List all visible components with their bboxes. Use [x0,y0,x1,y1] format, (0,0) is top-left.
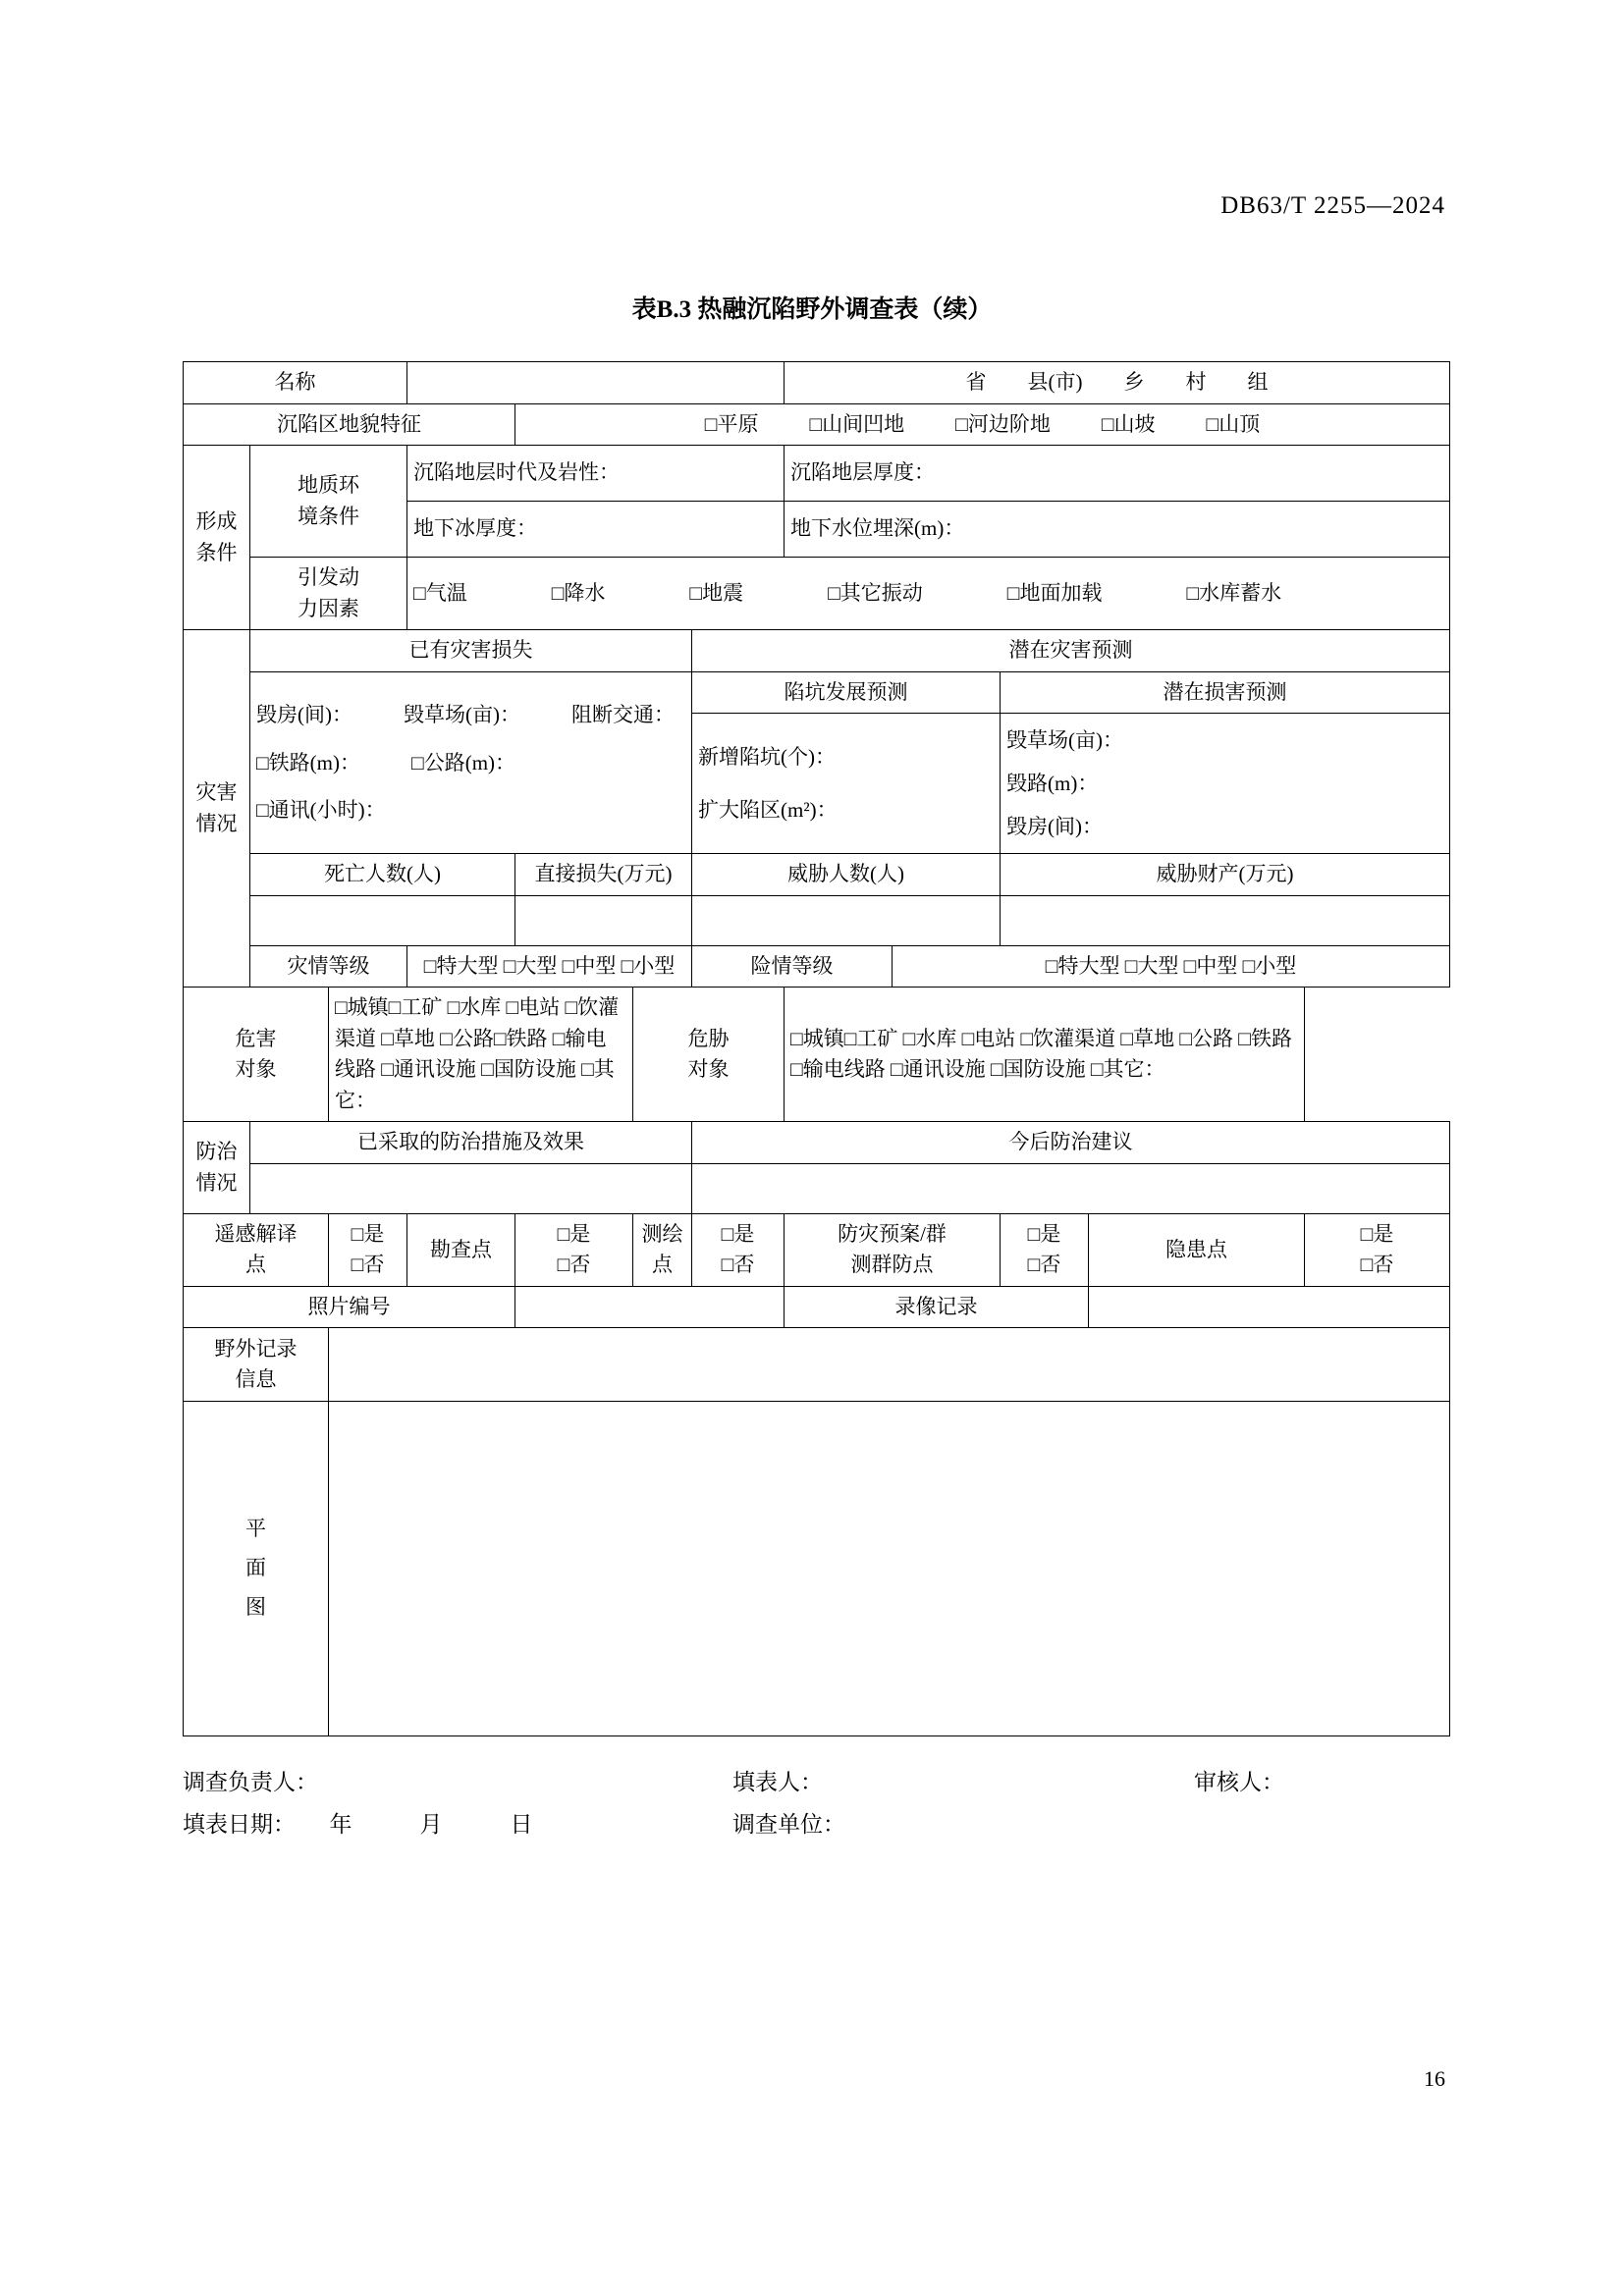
table-row-points [184,1213,1450,1286]
geo-env-label-line1: 地质环 [298,473,359,497]
potential-grassland-field[interactable]: 毁草场(亩)： [1006,728,1124,752]
traffic-blocked-field[interactable]: 阻断交通： [571,703,675,727]
threatened-people-value-input[interactable] [692,895,1001,945]
field-record-label-line2: 信息 [235,1367,277,1392]
table-row-prevention-headers [184,1122,1450,1164]
field-record-label [184,1328,329,1402]
threat-object-options[interactable]: □城镇□工矿 □水库 □电站 □饮灌渠道 □草地 □公路 □铁路 □输电线路 □通讯设施 □国防设施 □其它： [785,988,1305,1122]
disaster-grade-label: 灾情等级 [250,945,407,988]
prevention-suggestion-header: 今后防治建议 [692,1122,1450,1164]
emergency-plan-point-choice[interactable] [1001,1213,1089,1286]
expanded-area-field[interactable]: 扩大陷区(m²)： [698,798,838,823]
formation-label-line2: 条件 [195,540,238,564]
disaster-situation-label [184,630,250,988]
name-label: 名称 [184,362,407,404]
landform-option-valley[interactable]: □山间凹地 [809,411,905,436]
table-row-landform [184,403,1450,446]
disaster-label-line2: 情况 [195,811,238,835]
threat-object-label [633,988,785,1122]
landform-option-summit[interactable]: □山顶 [1206,411,1261,436]
deaths-header: 死亡人数(人) [250,854,515,896]
trigger-option-reservoir-storage[interactable]: □水库蓄水 [1186,580,1282,605]
harm-object-label [184,988,329,1122]
plan-label-line1: 防灾预案/群 [838,1221,947,1246]
table-row-geo-env-1 [184,446,1450,502]
disaster-label-line1: 灾害 [195,780,238,805]
trigger-factor-label [250,558,407,630]
potential-disaster-header: 潜在灾害预测 [692,630,1450,672]
table-row-grades [184,945,1450,988]
potential-road-field[interactable]: 毁路(m)： [1006,772,1099,796]
plan-label-char2: 面 [245,1556,266,1580]
remote-sensing-point-choice[interactable] [329,1213,407,1286]
formation-conditions-label [184,446,250,630]
threat-object-label-line1: 危胁 [687,1026,730,1050]
table-row-trigger-factors [184,558,1450,630]
mapping-label-line2: 点 [652,1253,674,1277]
ground-ice-thickness-field[interactable]: 地下冰厚度： [407,502,785,558]
risk-grade-small[interactable]: □小型 [1242,953,1297,978]
plan-yes[interactable]: □是 [1027,1221,1061,1246]
landform-option-slope[interactable]: □山坡 [1101,411,1156,436]
prevention-label-line1: 防治 [195,1140,238,1164]
photo-number-label: 照片编号 [184,1286,515,1328]
mapping-label-line1: 测绘 [641,1221,683,1246]
trigger-option-other-vibration[interactable]: □其它振动 [828,580,923,605]
threatened-people-header: 威胁人数(人) [692,854,1001,896]
remote-sensing-point-label [184,1213,329,1286]
remote-no[interactable]: □否 [351,1253,385,1277]
groundwater-depth-field[interactable]: 地下水位埋深(m)： [785,502,1450,558]
trigger-option-precipitation[interactable]: □降水 [551,580,606,605]
plan-drawing-area[interactable] [329,1402,1450,1736]
photo-number-input[interactable] [515,1286,785,1328]
prevention-suggestion-input[interactable] [692,1163,1450,1213]
highway-damage-field[interactable]: □公路(m)： [411,750,516,774]
plan-label-char1: 平 [245,1517,266,1541]
geo-env-label-line2: 境条件 [298,504,359,528]
hazard-no[interactable]: □否 [1360,1253,1394,1277]
new-pits-field[interactable]: 新增陷坑(个)： [698,744,837,769]
trigger-label-line2: 力因素 [298,596,359,620]
video-record-label: 录像记录 [785,1286,1089,1328]
survey-point-choice[interactable] [515,1213,633,1286]
responsible-person-field[interactable]: 调查负责人： [183,1770,318,1794]
plan-label-line2: 测群防点 [850,1253,934,1277]
hazard-point-choice[interactable] [1305,1213,1450,1286]
table-row-plan-drawing [184,1402,1450,1736]
harm-object-options[interactable]: □城镇□工矿 □水库 □电站 □饮灌渠道 □草地 □公路□铁路 □输电线路 □通讯设施 □国防设施 □其它： [329,988,633,1122]
harm-object-label-line2: 对象 [235,1057,277,1082]
page-number: 16 [1424,2066,1445,2091]
trigger-option-earthquake[interactable]: □地震 [689,580,744,605]
mapping-no[interactable]: □否 [721,1253,755,1277]
table-row-objects [184,988,1450,1122]
threatened-property-value-input[interactable] [1001,895,1450,945]
plan-no[interactable]: □否 [1027,1253,1061,1277]
deaths-value-input[interactable] [250,895,515,945]
existing-loss-header: 已有灾害损失 [250,630,692,672]
disaster-grade-large[interactable]: □大型 [503,953,558,978]
potential-house-field[interactable]: 毁房(间)： [1006,815,1104,839]
prevention-label-line2: 情况 [195,1170,238,1195]
geo-env-label [250,446,407,558]
table-row-disaster-headers [184,630,1450,672]
trigger-option-temperature[interactable]: □气温 [413,580,467,605]
threat-object-label-line2: 对象 [687,1057,730,1082]
table-row-stats-values [184,895,1450,945]
name-admin-division: 省 县(市) 乡 村 组 [785,362,1450,404]
table-row-stats-headers [184,854,1450,896]
table-row-forecast-subheaders [184,671,1450,714]
landform-label: 沉陷区地貌特征 [184,403,515,446]
landform-option-terrace[interactable]: □河边阶地 [955,411,1051,436]
prevention-taken-header: 已采取的防治措施及效果 [250,1122,692,1164]
page-title: 表B.3 热融沉陷野外调查表（续） [631,296,993,323]
table-row-name [184,362,1450,404]
remote-label-line1: 遥感解译 [214,1221,298,1246]
risk-grade-label: 险情等级 [692,945,893,988]
survey-unit-field[interactable]: 调查单位： [732,1812,845,1837]
risk-grade-large[interactable]: □大型 [1124,953,1179,978]
trigger-option-ground-load[interactable]: □地面加载 [1006,580,1103,605]
survey-no[interactable]: □否 [557,1253,591,1277]
remote-yes[interactable]: □是 [351,1221,385,1246]
fill-date-field[interactable]: 填表日期： 年 月 日 [183,1812,533,1837]
name-value-input[interactable] [407,362,785,404]
prevention-label [184,1122,250,1214]
direct-loss-value-input[interactable] [515,895,692,945]
potential-damage-fields[interactable] [1001,714,1450,854]
table-row-media [184,1286,1450,1328]
railway-damage-field[interactable]: □铁路(m)： [256,750,361,774]
disaster-grade-options[interactable] [407,945,692,988]
damaged-grassland-field[interactable]: 毁草场(亩)： [404,703,520,727]
risk-grade-medium[interactable]: □中型 [1183,953,1238,978]
prevention-taken-input[interactable] [250,1163,692,1213]
direct-loss-header: 直接损失(万元) [515,854,692,896]
communication-damage-field[interactable]: □通讯(小时)： [256,798,386,823]
damaged-houses-field[interactable]: 毁房(间)： [256,703,352,727]
threatened-property-header: 威胁财产(万元) [1001,854,1450,896]
standard-code-header: DB63/T 2255—2024 [1220,192,1445,219]
existing-loss-fields[interactable] [250,671,692,854]
risk-grade-extra-large[interactable]: □特大型 [1045,953,1120,978]
pit-forecast-fields[interactable] [692,714,1001,854]
risk-grade-options[interactable] [893,945,1450,988]
disaster-grade-medium[interactable]: □中型 [562,953,617,978]
landform-options[interactable] [515,403,1450,446]
pit-development-forecast-header: 陷坑发展预测 [692,671,1001,714]
mapping-point-label [633,1213,692,1286]
field-record-label-line1: 野外记录 [214,1336,298,1361]
video-record-input[interactable] [1089,1286,1450,1328]
table-row-field-record [184,1328,1450,1402]
subsidence-stratum-age-field[interactable]: 沉陷地层时代及岩性： [407,446,785,502]
formation-label-line1: 形成 [195,509,238,533]
subsidence-stratum-thickness-field[interactable]: 沉陷地层厚度： [785,446,1450,502]
mapping-point-choice[interactable] [692,1213,785,1286]
table-row-prevention-values [184,1163,1450,1213]
remote-label-line2: 点 [245,1253,266,1277]
survey-point-label: 勘查点 [407,1213,515,1286]
harm-object-label-line1: 危害 [235,1026,277,1050]
plan-drawing-label [184,1402,329,1736]
survey-yes[interactable]: □是 [557,1221,591,1246]
disaster-grade-extra-large[interactable]: □特大型 [423,953,499,978]
hazard-yes[interactable]: □是 [1360,1221,1394,1246]
landform-option-plain[interactable]: □平原 [704,411,759,436]
mapping-yes[interactable]: □是 [721,1221,755,1246]
trigger-label-line1: 引发动 [298,565,359,589]
trigger-factor-options[interactable] [407,558,1450,630]
field-record-input[interactable] [329,1328,1450,1402]
survey-form-table [183,361,1450,1736]
hazard-point-label: 隐患点 [1089,1213,1305,1286]
disaster-grade-small[interactable]: □小型 [621,953,676,978]
reviewer-person-field[interactable]: 审核人： [1194,1770,1284,1794]
emergency-plan-point-label [785,1213,1001,1286]
plan-label-char3: 图 [245,1595,266,1620]
filler-person-field[interactable]: 填表人： [732,1770,823,1794]
potential-damage-forecast-header: 潜在损害预测 [1001,671,1450,714]
